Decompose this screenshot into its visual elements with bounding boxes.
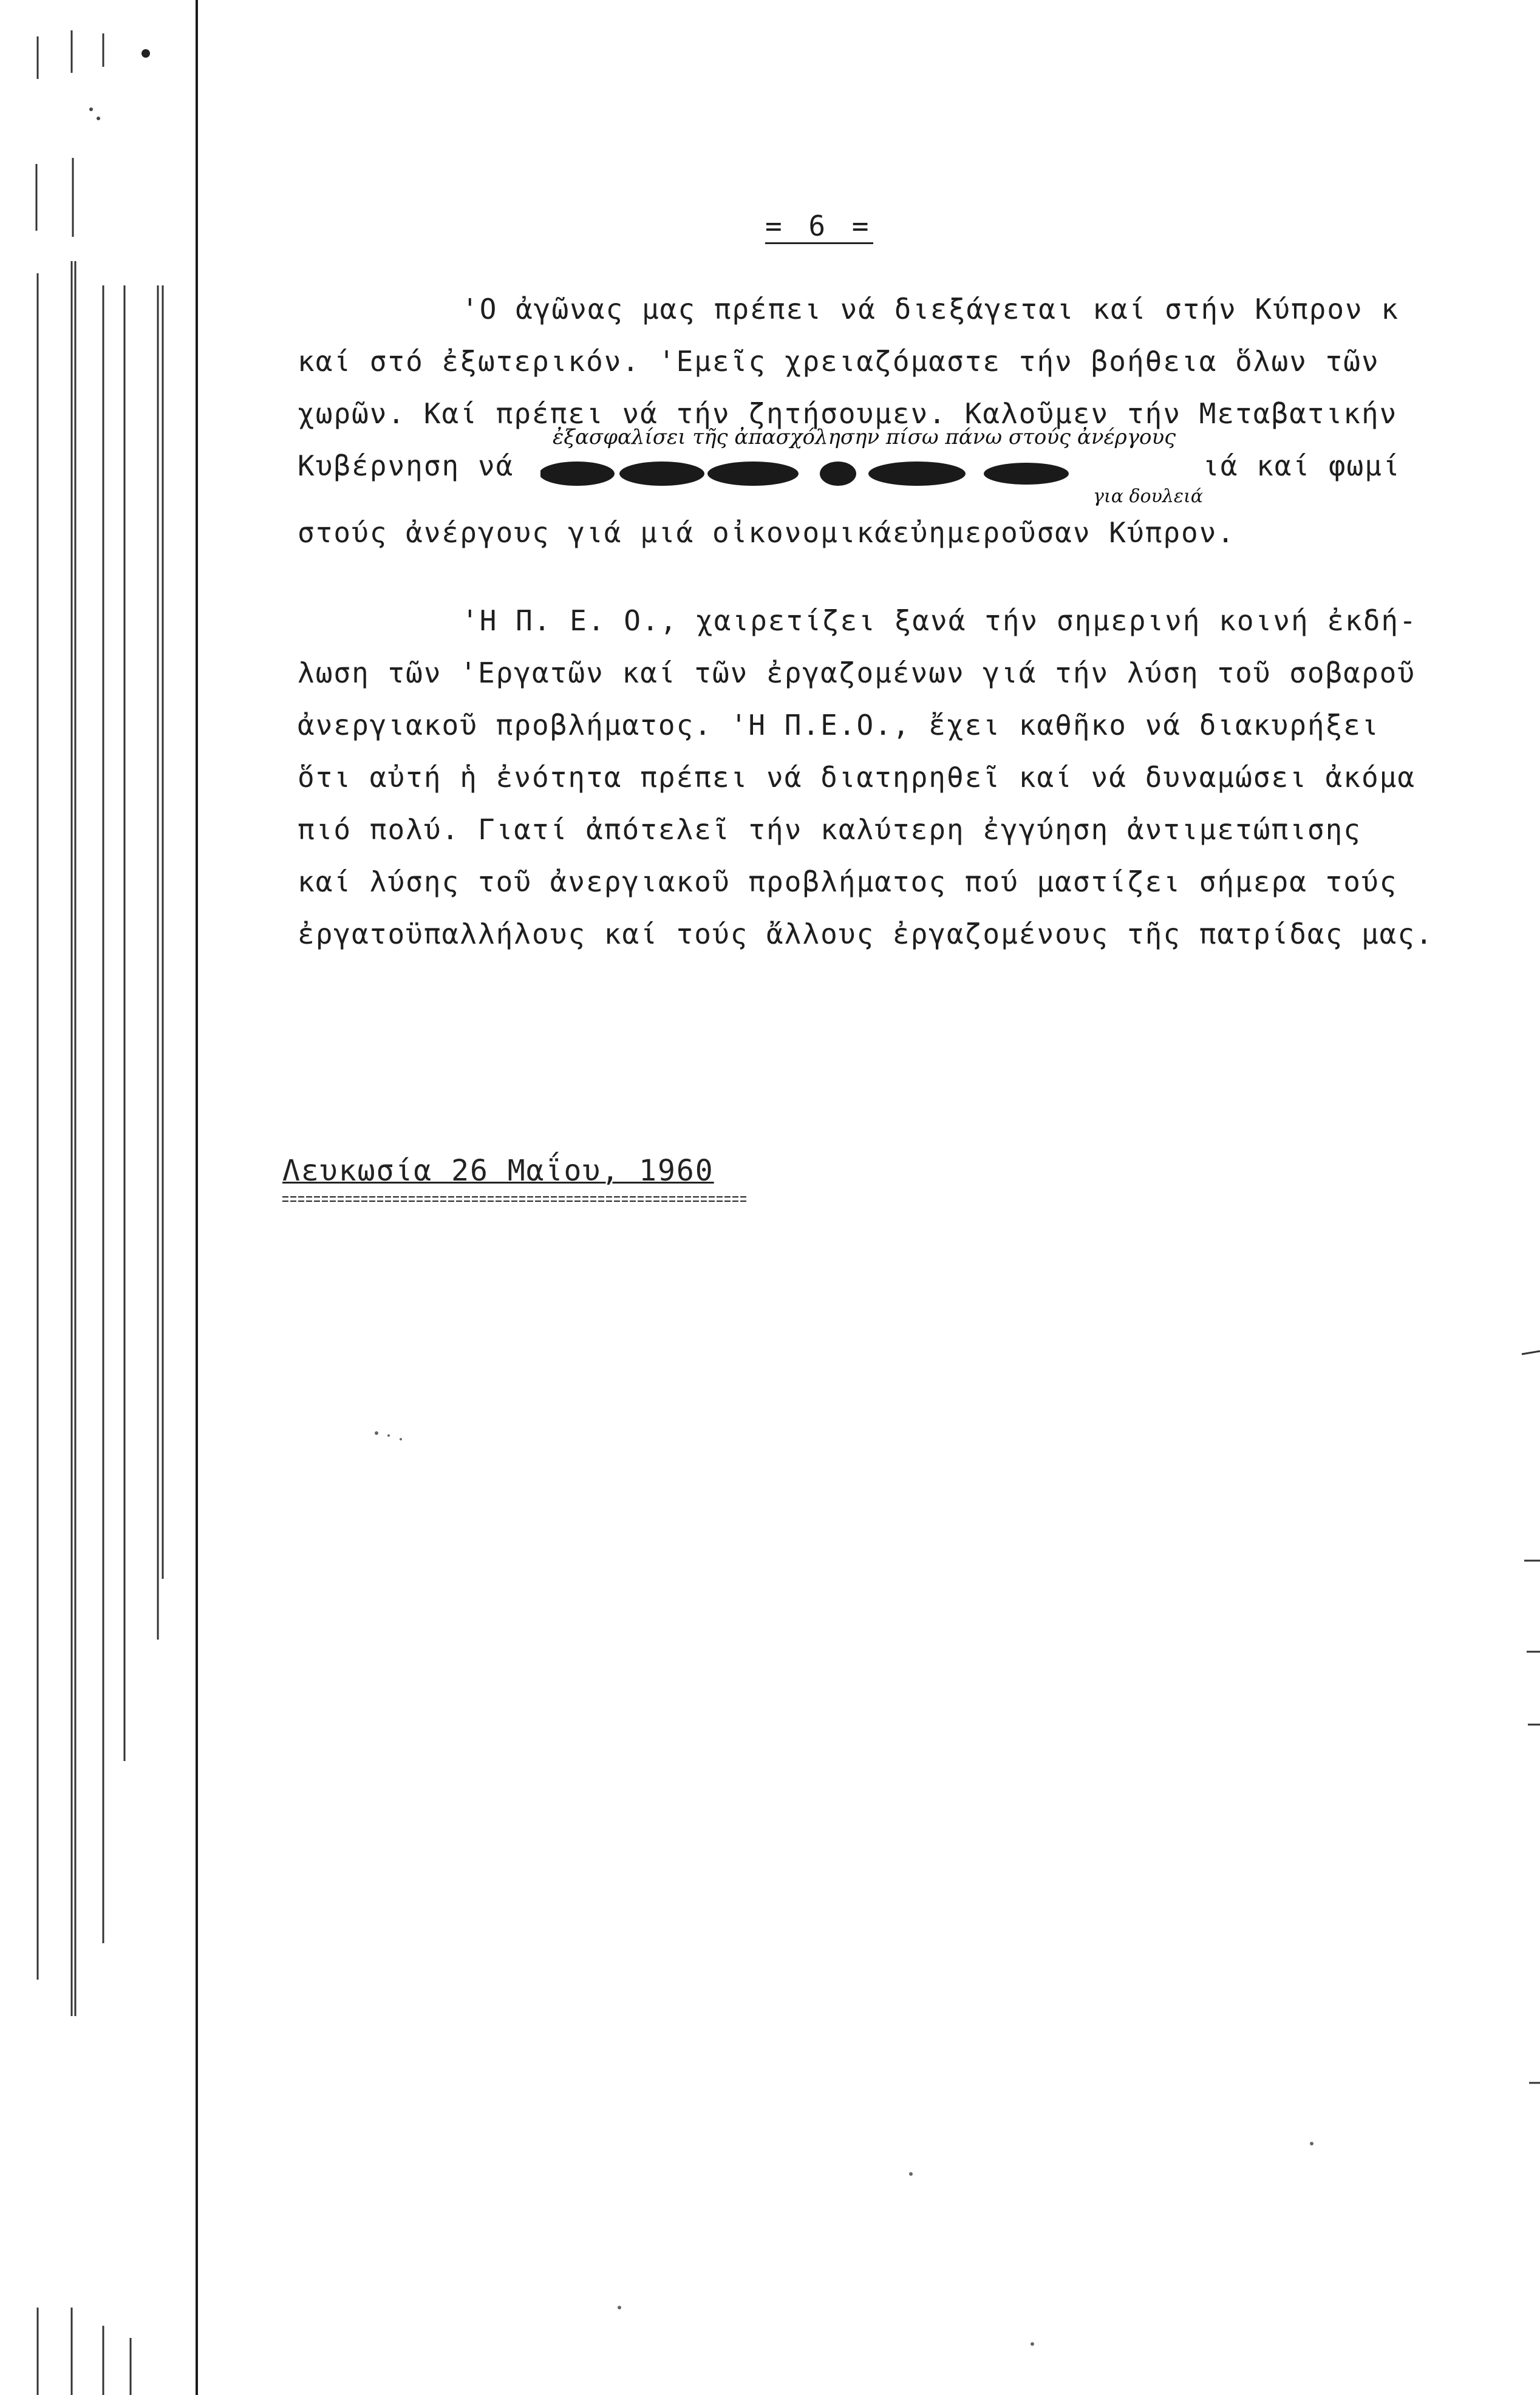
paragraph1-line4-end: ιά καί φωμί [1202,449,1401,482]
paragraph2-line4: ὅτι αὐτή ἡ ἐνότητα πρέπει νά διατηρηθεῖ καί νά δυναμώσει ἀκόμα [298,761,1416,794]
binder-margin-line [196,0,198,2395]
paragraph2-line1: 'Η Π. Ε. Ο., χαιρετίζει ξανά τήν σημερινή κοινή ἐκδή- [462,604,1417,637]
paragraph1-line2: καί στό ἐξωτερικόν. 'Εμεῖς χρειαζόμαστε τήν βοήθεια ὅλων τῶν [298,345,1380,378]
paragraph1-line1: 'Ο ἀγῶνας μας πρέπει νά διεξάγεται καί στήν Κύπρον κ [462,293,1400,325]
left-edge-scan-marks [0,0,200,2395]
paragraph1-line3: χωρῶν. Καί πρέπει νά τήν ζητήσουμεν. Καλοῦμεν τήν Μεταβατικήν [298,397,1398,430]
double-underline [282,1195,747,1204]
paragraph2-line6: καί λύσης τοῦ ἀνεργιακοῦ προβλήματος πού μαστίζει σήμερα τούς [298,865,1398,898]
right-edge-scan-marks [1516,0,1540,2395]
paragraph2-line3: ἀνεργιακοῦ προβλήματος. 'Η Π.Ε.Ο., ἔχει καθῆκο νά διακυρήξει [298,709,1380,741]
paragraph2-line5: πιό πολύ. Γιατί ἀπότελεῖ τήν καλύτερη ἐγγύηση ἀντιμετώπισης [298,813,1361,846]
handwritten-insert: ἐξασφαλίσει τῆς ἀπασχόλησην πίσω πάνω στούς ἀνέργους [553,425,1176,449]
crossed-out-text-scribble [540,455,1087,492]
place-date-line: Λευκωσία 26 Μαΐου, 1960 [282,1154,714,1188]
paragraph1-line5: στούς ἀνέργους γιά μιά οἰκονομικάεὐημεροῦσαν Κύπρον. [298,516,1236,549]
paragraph1-line4-start: Κυβέρνηση νά [298,449,514,482]
paragraph2-line2: λωση τῶν 'Εργατῶν καί τῶν ἐργαζομένων γιά τήν λύση τοῦ σοβαροῦ [298,656,1416,689]
handwritten-below: για δουλειά [1093,486,1203,507]
scan-specks [364,1397,1336,2368]
page-number: = 6 = [765,210,873,244]
paragraph2-line7: ἐργατοϋπαλλήλους καί τούς ἄλλους ἐργαζομένους τῆς πατρίδας μας. [298,918,1434,950]
